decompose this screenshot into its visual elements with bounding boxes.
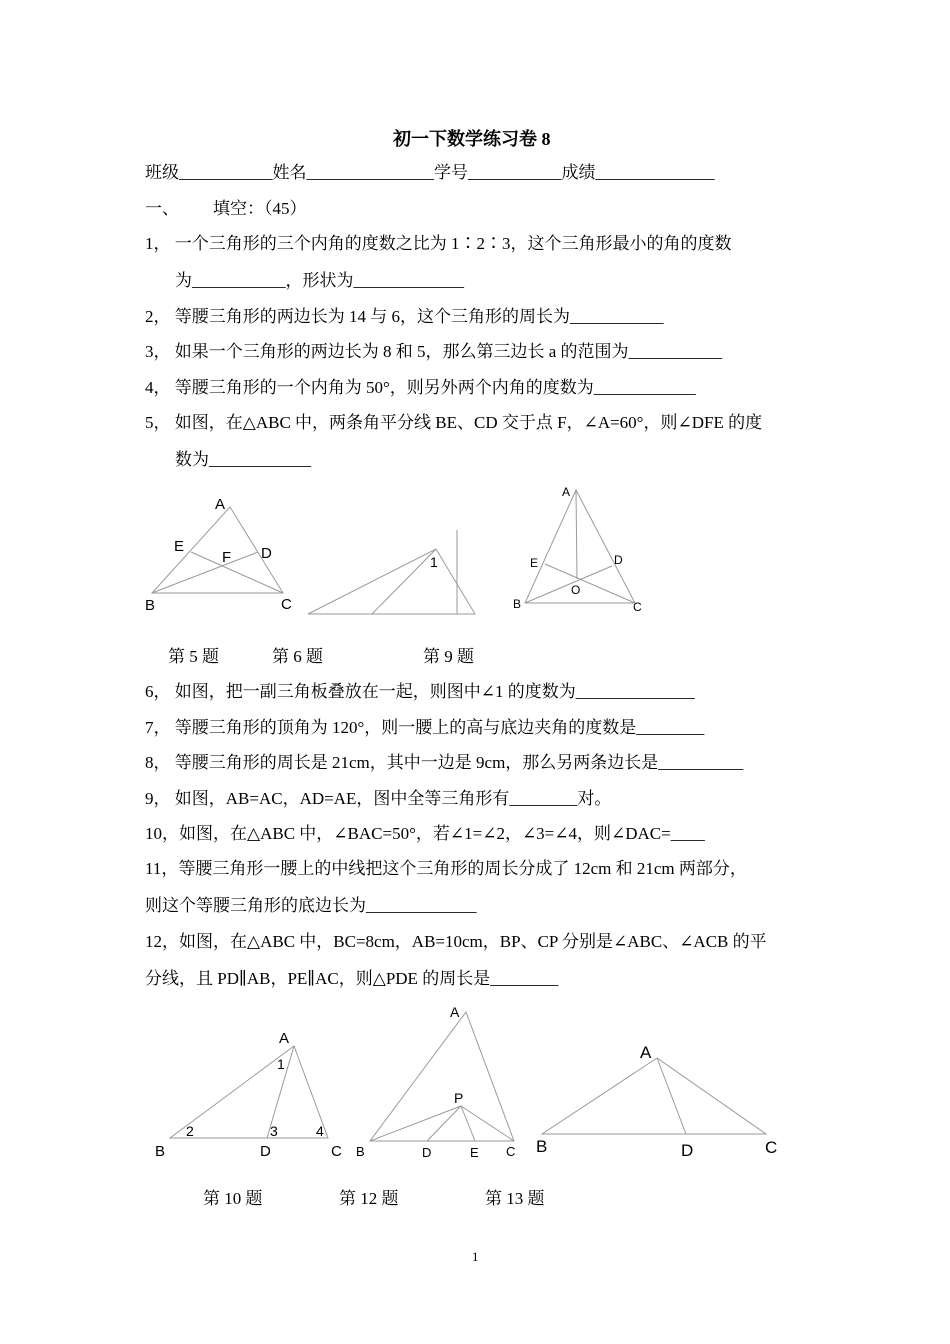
fig9-line-ce — [545, 564, 635, 603]
fig10-label-4: 4 — [316, 1123, 324, 1139]
section-heading: 填空：（45） — [213, 199, 307, 218]
question-3: 3， 如果一个三角形的两边长为 8 和 5，那么第三边长 a 的范围为___________ — [145, 342, 723, 361]
fig13-triangle — [542, 1058, 766, 1134]
fig12-segment-bp — [370, 1106, 461, 1141]
fig12-segment-cp — [461, 1106, 514, 1141]
fig5-label-e: E — [174, 538, 185, 555]
question-8: 8， 等腰三角形的周长是 21cm，其中一边是 9cm，那么另两条边长是__________ — [145, 753, 744, 772]
fig10-label-3: 3 — [270, 1123, 278, 1139]
fig9-line-ao — [576, 490, 577, 579]
caption-figure-9: 第 9 题 — [423, 647, 474, 666]
figure-9 — [505, 480, 655, 620]
fig12-label-a: A — [450, 1004, 460, 1020]
fig12-label-p: P — [454, 1090, 464, 1106]
figure-12 — [350, 1000, 530, 1165]
fig12-label-d: D — [422, 1145, 432, 1160]
question-11-line-1: 11，等腰三角形一腰上的中线把这个三角形的周长分成了 12cm 和 21cm 两部分， — [145, 859, 747, 878]
fig13-label-a: A — [640, 1043, 652, 1062]
fig10-label-2: 2 — [186, 1123, 194, 1139]
fig5-label-f: F — [222, 549, 232, 566]
caption-figure-5: 第 5 题 — [168, 647, 219, 666]
fig10-label-c: C — [331, 1143, 342, 1160]
fig13-label-c: C — [765, 1138, 778, 1157]
caption-figure-12: 第 12 题 — [339, 1189, 399, 1208]
figure-6 — [300, 520, 485, 620]
fig9-label-o: O — [571, 583, 581, 597]
figure-13 — [530, 1040, 790, 1160]
fig13-label-b: B — [536, 1137, 548, 1156]
question-1-line-2: 为___________，形状为_____________ — [175, 271, 464, 290]
page-title: 初一下数学练习卷 8 — [393, 129, 551, 149]
caption-figure-6: 第 6 题 — [272, 647, 323, 666]
question-12-line-2: 分线，且 PD∥AB，PE∥AC，则△PDE 的周长是________ — [145, 969, 559, 988]
question-11-line-2: 则这个等腰三角形的底边长为_____________ — [145, 896, 477, 915]
section-number: 一、 — [145, 199, 179, 218]
fig10-label-1: 1 — [277, 1056, 285, 1072]
fig9-label-c: C — [633, 600, 642, 614]
question-1-line-1: 1， 一个三角形的三个内角的度数之比为 1∶2∶3，这个三角形最小的角的度数 — [145, 234, 732, 253]
fig13-label-d: D — [681, 1141, 694, 1160]
fig6-label-1: 1 — [430, 554, 438, 570]
fig5-label-a: A — [215, 496, 226, 513]
question-5-line-2: 数为____________ — [175, 450, 311, 469]
page-number: 1 — [472, 1249, 479, 1264]
fig5-label-b: B — [145, 597, 156, 614]
fig13-segment-ad — [657, 1058, 686, 1134]
fig10-label-d: D — [260, 1143, 271, 1160]
fig6-set-square-1 — [308, 549, 475, 614]
student-info-line: 班级___________姓名_______________学号___________成绩______________ — [145, 163, 715, 182]
fig12-label-c: C — [506, 1144, 516, 1159]
question-6: 6， 如图，把一副三角板叠放在一起，则图中∠1 的度数为______________ — [145, 682, 695, 701]
fig5-label-c: C — [281, 596, 292, 613]
fig12-triangle — [370, 1012, 514, 1141]
fig9-label-d: D — [614, 553, 623, 567]
fig12-segment-pe — [461, 1106, 475, 1141]
question-12-line-1: 12，如图，在△ABC 中，BC=8cm，AB=10cm，BP、CP 分别是∠ABC、∠ACB 的平 — [145, 932, 767, 951]
caption-figure-10: 第 10 题 — [203, 1189, 263, 1208]
figure-5 — [140, 490, 310, 620]
question-10: 10，如图，在△ABC 中，∠BAC=50°，若∠1=∠2，∠3=∠4，则∠DAC=____ — [145, 824, 705, 843]
figure-10 — [150, 1025, 350, 1165]
fig10-label-b: B — [155, 1143, 166, 1160]
fig12-label-b: B — [356, 1144, 365, 1159]
question-9: 9， 如图，AB=AC，AD=AE，图中全等三角形有________对。 — [145, 789, 612, 808]
fig9-label-a: A — [562, 485, 571, 499]
question-7: 7， 等腰三角形的顶角为 120°，则一腰上的高与底边夹角的度数是________ — [145, 718, 705, 737]
fig5-label-d: D — [261, 545, 272, 562]
fig9-label-b: B — [513, 597, 522, 611]
caption-figure-13: 第 13 题 — [485, 1189, 545, 1208]
fig6-set-square-2 — [372, 530, 457, 614]
question-5-line-1: 5， 如图，在△ABC 中，两条角平分线 BE、CD 交于点 F，∠A=60°，则∠DFE 的度 — [145, 413, 763, 432]
fig9-line-bd — [525, 566, 612, 603]
fig10-label-a: A — [279, 1030, 290, 1047]
question-4: 4， 等腰三角形的一个内角为 50°，则另外两个内角的度数为____________ — [145, 378, 696, 397]
question-2: 2， 等腰三角形的两边长为 14 与 6，这个三角形的周长为___________ — [145, 307, 664, 326]
fig9-label-e: E — [530, 556, 539, 570]
fig12-label-e: E — [470, 1145, 479, 1160]
fig12-segment-pd — [427, 1106, 461, 1141]
